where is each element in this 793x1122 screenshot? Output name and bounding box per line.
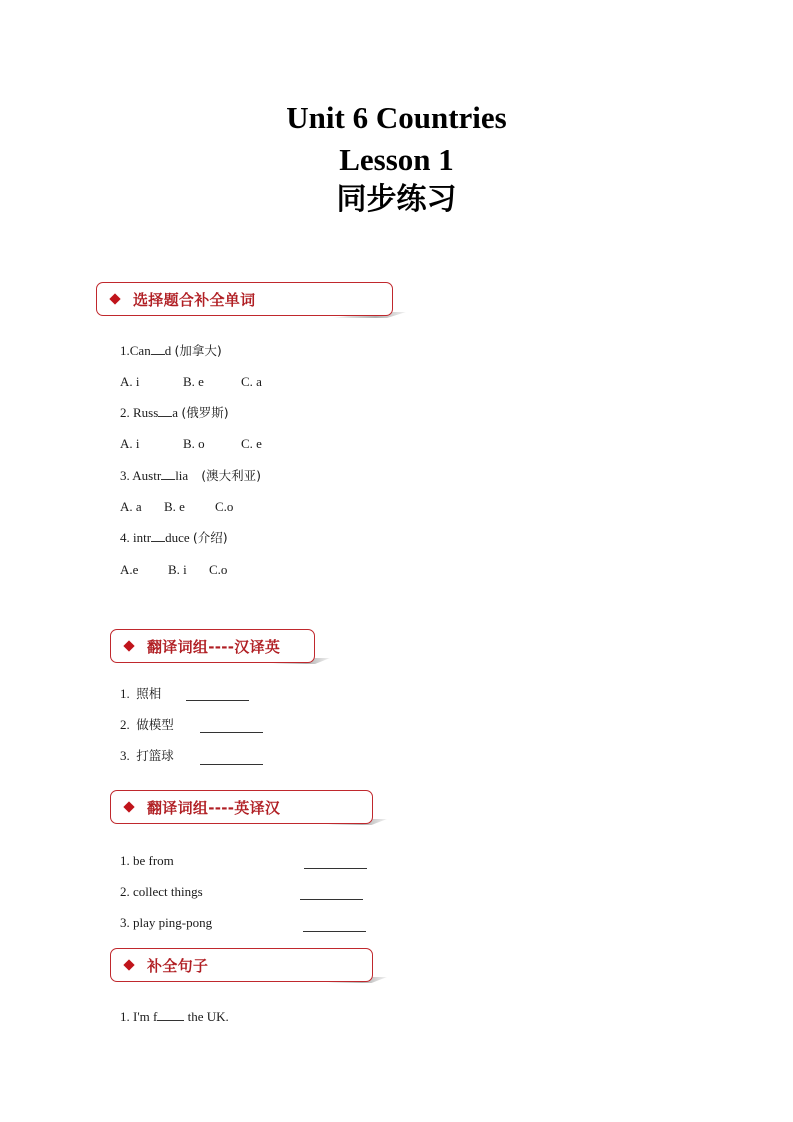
option-b: B. e (183, 374, 204, 389)
option-a: A. i (120, 374, 140, 389)
section-heading-2 (110, 629, 315, 663)
question-item: 3. Austr lia (澳大利亚) (120, 468, 261, 483)
diamond-bullet-icon (109, 293, 120, 304)
option-c: C.o (215, 499, 234, 514)
sentence-item: 1. I'm f the UK. (120, 1009, 229, 1024)
section-heading-label: 选择题合补全单词 (133, 290, 256, 309)
option-a: A.e (120, 562, 139, 577)
answer-blank[interactable] (186, 699, 249, 701)
section-heading-1 (96, 282, 393, 316)
diamond-bullet-icon (123, 801, 134, 812)
section-heading-label: 翻译词组----汉译英 (147, 637, 281, 656)
option-b: B. i (168, 562, 187, 577)
section-heading-label: 翻译词组----英译汉 (147, 798, 281, 817)
option-c: C. a (241, 374, 262, 389)
option-b: B. e (164, 499, 185, 514)
list-item: 1. 照相 (120, 686, 162, 701)
answer-blank[interactable] (200, 731, 263, 733)
answer-blank[interactable] (300, 898, 363, 900)
option-a: A. a (120, 499, 142, 514)
option-c: C. e (241, 436, 262, 451)
list-item: 2. 做模型 (120, 717, 174, 732)
section-heading-4 (110, 948, 373, 982)
answer-blank[interactable] (304, 867, 367, 869)
diamond-bullet-icon (123, 959, 134, 970)
answer-blank[interactable] (303, 930, 366, 932)
section-heading-3 (110, 790, 373, 824)
subtitle: 同步练习 (336, 182, 457, 217)
answer-blank[interactable] (157, 1009, 184, 1021)
option-c: C.o (209, 562, 228, 577)
diamond-bullet-icon (123, 640, 134, 651)
list-item: 3. 打篮球 (120, 748, 174, 763)
option-a: A. i (120, 436, 140, 451)
option-b: B. o (183, 436, 205, 451)
answer-blank[interactable] (200, 763, 263, 765)
lesson-title: Lesson 1 (339, 142, 454, 177)
list-item: 1. be from (120, 853, 174, 868)
section-heading-label: 补全句子 (147, 956, 209, 975)
page-title: Unit 6 Countries (286, 100, 507, 135)
list-item: 3. play ping-pong (120, 915, 213, 930)
question-item: 2. Russ a (俄罗斯) (120, 405, 229, 420)
question-item: 1.Can d (加拿大) (120, 343, 222, 358)
list-item: 2. collect things (120, 884, 203, 899)
question-item: 4. intr duce (介绍) (120, 530, 228, 545)
